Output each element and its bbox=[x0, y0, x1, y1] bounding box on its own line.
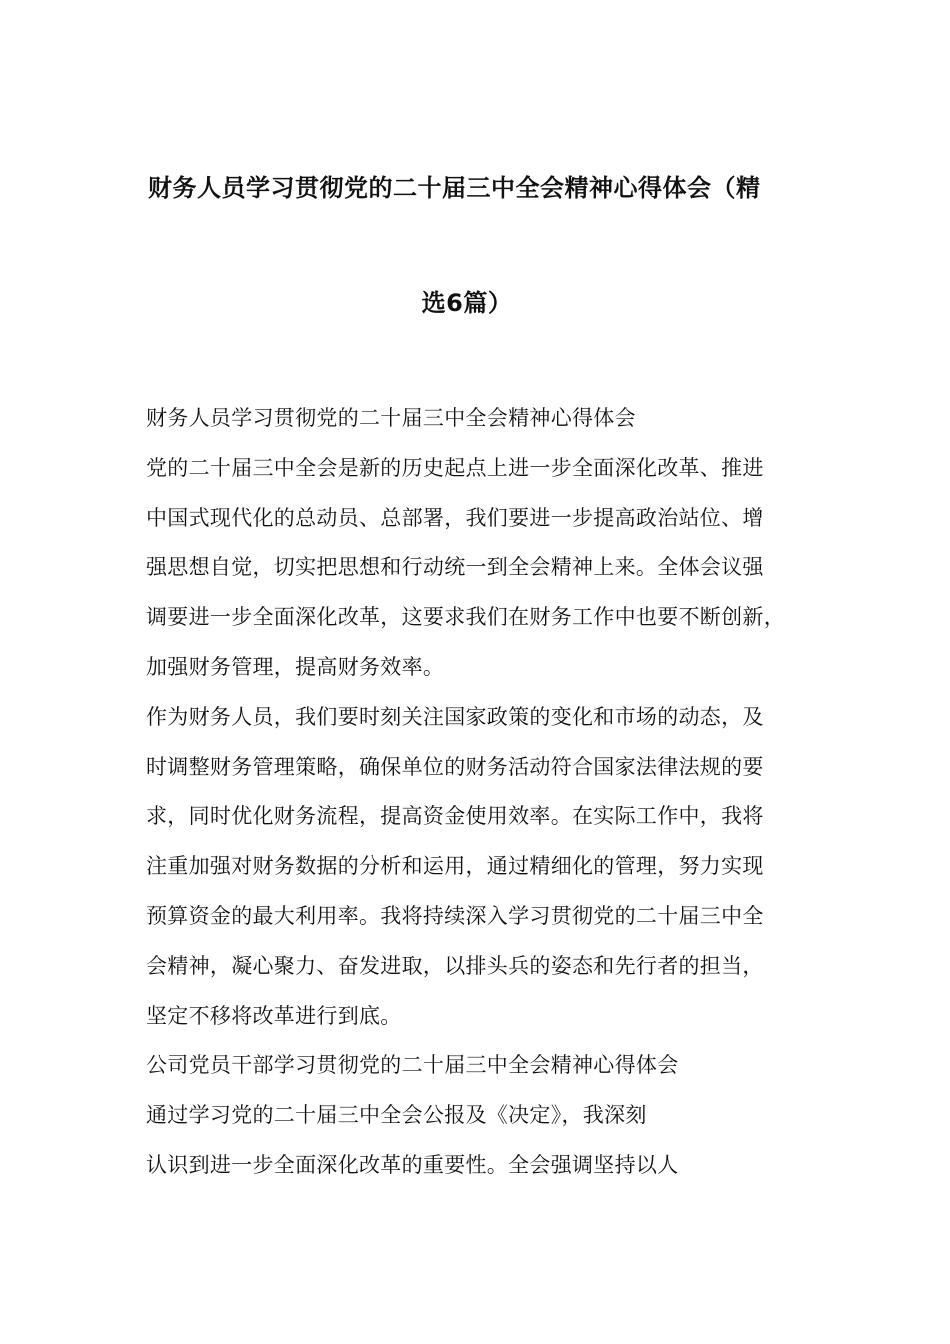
section-heading: 公司党员干部学习贯彻党的二十届三中全会精神心得体会 bbox=[146, 1053, 679, 1078]
paragraph-line: 认识到进一步全面深化改革的重要性。全会强调坚持以人 bbox=[146, 1152, 679, 1177]
paragraph-line: 注重加强对财务数据的分析和运用，通过精细化的管理，努力实现 bbox=[146, 854, 764, 879]
title-line-2: 选6篇） bbox=[421, 289, 513, 317]
paragraph-line: 强思想自觉，切实把思想和行动统一到全会精神上来。全体会议强 bbox=[146, 555, 764, 580]
paragraph-line: 坚定不移将改革进行到底。 bbox=[146, 1003, 402, 1028]
paragraph-line: 调要进一步全面深化改革，这要求我们在财务工作中也要不断创新， bbox=[146, 605, 785, 630]
paragraph-line: 中国式现代化的总动员、总部署，我们要进一步提高政治站位、增 bbox=[146, 505, 764, 530]
paragraph-line: 党的二十届三中全会是新的历史起点上进一步全面深化改革、推进 bbox=[146, 455, 764, 480]
paragraph-line: 求，同时优化财务流程，提高资金使用效率。在实际工作中，我将 bbox=[146, 804, 764, 829]
paragraph-line: 通过学习党的二十届三中全会公报及《决定》，我深刻 bbox=[146, 1103, 647, 1128]
title-line-1: 财务人员学习贯彻党的二十届三中全会精神心得体会（精 bbox=[148, 174, 761, 202]
paragraph-line: 预算资金的最大利用率。我将持续深入学习贯彻党的二十届三中全 bbox=[146, 903, 764, 928]
paragraph-line: 时调整财务管理策略，确保单位的财务活动符合国家法律法规的要 bbox=[146, 754, 764, 779]
paragraph-line: 会精神，凝心聚力、奋发进取，以排头兵的姿态和先行者的担当， bbox=[146, 953, 764, 978]
section-heading: 财务人员学习贯彻党的二十届三中全会精神心得体会 bbox=[146, 406, 636, 430]
paragraph-line: 作为财务人员，我们要时刻关注国家政策的变化和市场的动态，及 bbox=[146, 704, 764, 729]
paragraph-line: 加强财务管理，提高财务效率。 bbox=[146, 654, 445, 679]
document-body bbox=[146, 404, 785, 1201]
